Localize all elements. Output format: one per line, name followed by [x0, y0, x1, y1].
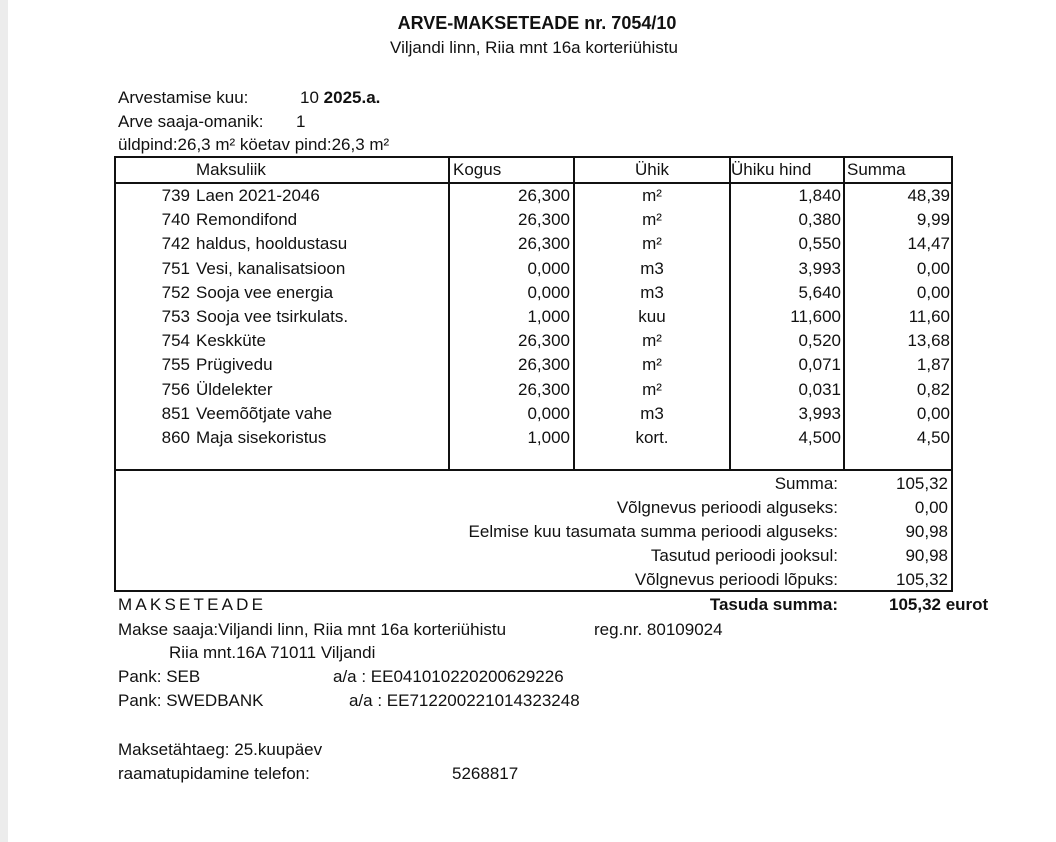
- cell-price: 3,993: [798, 258, 841, 278]
- cell-unit: kuu: [638, 307, 666, 326]
- cell-code: 755: [161, 355, 190, 375]
- summary-label: Tasutud perioodi jooksul:: [650, 546, 838, 565]
- cell-code: 756: [161, 379, 190, 399]
- summary-label: Võlgnevus perioodi alguseks:: [616, 498, 838, 517]
- cell-price: 5,640: [798, 282, 841, 302]
- cell-sum: 0,00: [916, 403, 950, 423]
- page-edge: [0, 0, 8, 842]
- summary-value: 105,32: [896, 474, 948, 493]
- bank-account-seb: a/a : EE041010220200629226: [333, 667, 564, 686]
- cell-code: 751: [161, 258, 190, 278]
- summary-row: [116, 545, 951, 569]
- cell-name: Keskküte: [196, 331, 266, 351]
- bank-label-seb: Pank: SEB: [118, 667, 201, 686]
- cell-price: 4,500: [798, 428, 841, 447]
- cell-qty: 26,300: [518, 186, 570, 205]
- cell-name: Sooja vee tsirkulats.: [196, 307, 349, 326]
- cell-name: Üldelekter: [196, 379, 273, 399]
- cell-sum: 13,68: [907, 331, 950, 351]
- period-value: [300, 88, 380, 108]
- cell-code: 753: [161, 307, 190, 326]
- bank-label-swedbank: Pank: SWEDBANK: [118, 691, 264, 710]
- cell-name: haldus, hooldustasu: [196, 234, 348, 254]
- period-month: 10: [300, 88, 319, 107]
- cell-code: 740: [161, 210, 190, 230]
- table-row: [116, 234, 951, 258]
- table-row: [116, 355, 951, 379]
- table-row: [116, 307, 951, 331]
- cell-sum: 0,00: [916, 282, 950, 302]
- cell-qty: 1,000: [527, 307, 570, 326]
- cell-code: 851: [161, 403, 190, 423]
- cell-price: 11,600: [790, 307, 841, 326]
- cell-code: 739: [161, 186, 190, 205]
- header-summa: Summa: [847, 160, 906, 179]
- header-separator: [116, 182, 951, 184]
- summary-value: 105,32: [896, 570, 948, 589]
- table-row: [116, 259, 951, 283]
- cell-qty: 26,300: [518, 331, 570, 351]
- cell-sum: 4,50: [916, 428, 950, 447]
- cell-name: Sooja vee energia: [196, 282, 334, 302]
- summary-label: Võlgnevus perioodi lõpuks:: [634, 570, 838, 589]
- recipient: Makse saaja:Viljandi linn, Riia mnt 16a korteriühistu: [118, 620, 507, 639]
- cell-price: 3,993: [798, 403, 841, 423]
- cell-unit: m²: [642, 331, 662, 351]
- cell-unit: m²: [642, 355, 662, 375]
- cell-qty: 26,300: [518, 355, 570, 375]
- cell-code: 752: [161, 282, 190, 302]
- payment-deadline: Maksetähtaeg: 25.kuupäev: [118, 740, 323, 759]
- table-row: [116, 380, 951, 404]
- cell-qty: 1,000: [527, 428, 570, 447]
- payment-heading: MAKSETEADE: [118, 595, 267, 614]
- cell-name: Maja sisekoristus: [196, 428, 327, 447]
- cell-unit: m²: [642, 186, 662, 205]
- table-row: [116, 210, 951, 234]
- cell-unit: m3: [640, 282, 664, 302]
- phone-value: 5268817: [452, 764, 519, 783]
- header-kogus: Kogus: [453, 160, 502, 179]
- cell-sum: 14,47: [907, 234, 950, 254]
- cell-sum: 48,39: [907, 186, 950, 205]
- cell-name: Laen 2021-2046: [196, 186, 320, 205]
- period-year: 2025.a.: [323, 88, 381, 107]
- reg-nr: reg.nr. 80109024: [594, 620, 723, 639]
- cell-qty: 0,000: [527, 258, 570, 278]
- cell-sum: 0,00: [916, 258, 950, 278]
- table-row: [116, 283, 951, 307]
- area-line: üldpind:26,3 m² köetav pind:26,3 m²: [118, 135, 390, 154]
- header-uhik: Ühik: [634, 160, 669, 179]
- table-row: [116, 331, 951, 355]
- summary-value: 90,98: [905, 546, 948, 565]
- bank-account-swedbank: a/a : EE712200221014323248: [349, 691, 580, 710]
- header-uhiku-hind: Ühiku hind: [731, 160, 812, 179]
- charges-table: [114, 156, 953, 471]
- cell-sum: 1,87: [916, 355, 950, 375]
- owner-value: 1: [296, 112, 306, 131]
- cell-qty: 26,300: [518, 210, 570, 230]
- cell-qty: 0,000: [527, 282, 570, 302]
- cell-name: Vesi, kanalisatsioon: [196, 258, 346, 278]
- cell-unit: kort.: [635, 428, 669, 447]
- cell-sum: 11,60: [908, 307, 950, 326]
- table-row: [116, 404, 951, 428]
- table-row: [116, 186, 951, 210]
- cell-sum: 0,82: [916, 379, 950, 399]
- cell-price: 0,031: [798, 379, 841, 399]
- cell-code: 742: [161, 234, 190, 254]
- summary-row: [116, 497, 951, 521]
- invoice-subtitle: Viljandi linn, Riia mnt 16a korteriühistu: [390, 38, 678, 57]
- cell-qty: 0,000: [527, 403, 570, 423]
- cell-price: 0,380: [798, 210, 841, 230]
- cell-sum: 9,99: [916, 210, 950, 230]
- summary-value: 0,00: [914, 498, 948, 517]
- recipient-address: Riia mnt.16A 71011 Viljandi: [169, 643, 376, 662]
- phone-label: raamatupidamine telefon:: [118, 764, 310, 783]
- header-maksuliik: Maksuliik: [196, 160, 266, 179]
- cell-unit: m²: [642, 234, 662, 254]
- summary-label: Eelmise kuu tasumata summa perioodi alguseks:: [468, 522, 838, 541]
- period-label: Arvestamise kuu:: [118, 88, 249, 107]
- summary-value: 90,98: [905, 522, 948, 541]
- cell-name: Remondifond: [196, 210, 298, 230]
- cell-price: 0,520: [798, 331, 841, 351]
- cell-price: 0,071: [798, 355, 841, 375]
- summary-row: [116, 569, 951, 593]
- cell-unit: m3: [640, 403, 664, 423]
- invoice-title: ARVE-MAKSETEADE nr. 7054/10: [397, 13, 677, 33]
- cell-price: 0,550: [798, 234, 841, 254]
- cell-qty: 26,300: [518, 234, 570, 254]
- owner-label: Arve saaja-omanik:: [118, 112, 264, 131]
- cell-unit: m3: [640, 258, 664, 278]
- cell-name: Veemõõtjate vahe: [196, 403, 333, 423]
- summary-row: [116, 521, 951, 545]
- cell-code: 754: [161, 331, 190, 351]
- cell-price: 1,840: [798, 186, 841, 205]
- summary-box: [114, 469, 953, 592]
- table-row: [116, 428, 951, 452]
- cell-unit: m²: [642, 210, 662, 230]
- summary-label: Summa:: [774, 474, 838, 493]
- due-value: 105,32 eurot: [889, 595, 989, 614]
- summary-row: [116, 473, 951, 497]
- due-label: Tasuda summa:: [709, 595, 838, 614]
- cell-qty: 26,300: [518, 379, 570, 399]
- cell-code: 860: [161, 428, 190, 447]
- cell-name: Prügivedu: [196, 355, 273, 375]
- cell-unit: m²: [642, 379, 662, 399]
